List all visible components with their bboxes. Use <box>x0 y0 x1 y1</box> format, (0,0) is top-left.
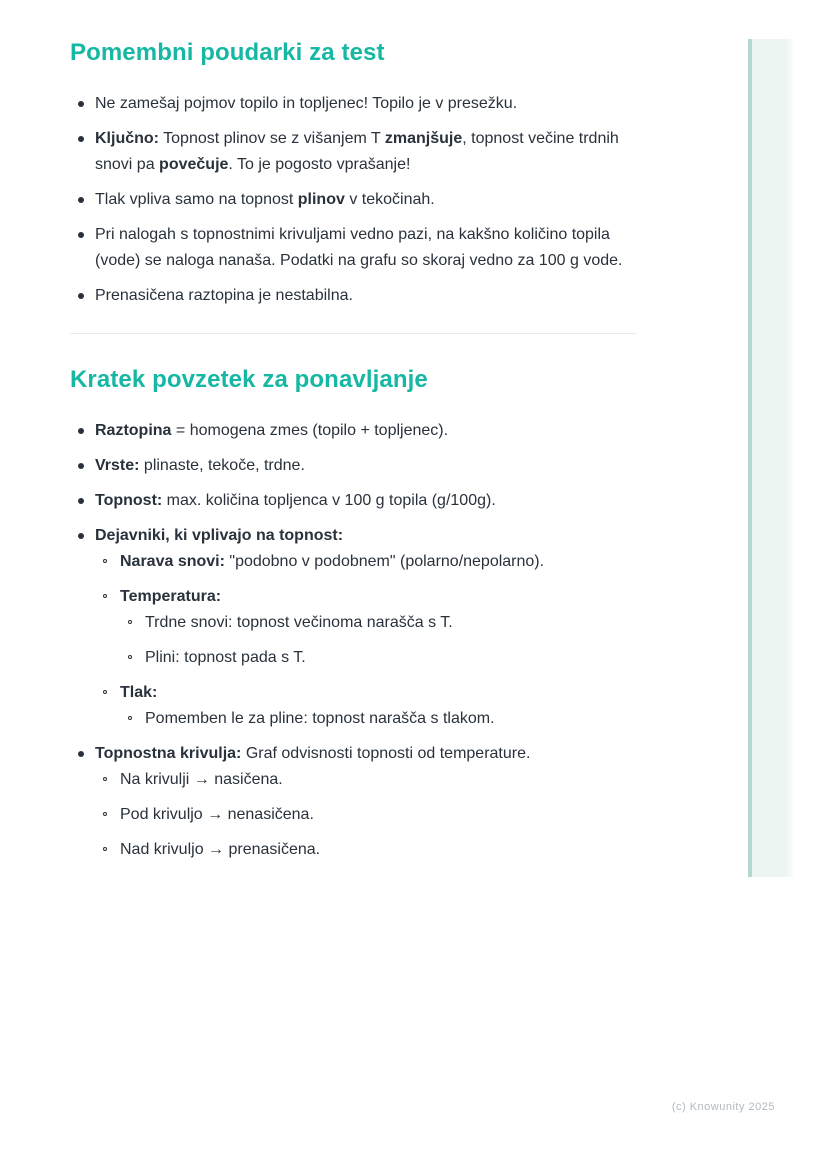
list-item <box>70 418 636 444</box>
bullet-circle-icon <box>103 559 107 563</box>
list-item <box>70 222 636 274</box>
bullet-circle-icon <box>103 777 107 781</box>
bullet-sublist <box>95 549 636 732</box>
list-item-text: Narava snovi: "podobno v podobnem" (polarno/nepolarno). <box>120 553 545 570</box>
list-item-text: Pri nalogah s topnostnimi krivuljami vedno pazi, na kakšno količino topila (vode) se naloga nanaša. Podatki na grafu so skoraj vedno za 100 g vode. <box>95 226 623 269</box>
bullet-list <box>70 91 636 309</box>
section-title: Pomembni poudarki za test <box>70 39 385 66</box>
bullet-circle-icon <box>103 847 107 851</box>
list-item-text: Topnost: max. količina topljenca v 100 g topila (g/100g). <box>95 492 496 509</box>
list-item <box>120 706 636 732</box>
list-item <box>95 680 636 732</box>
section-divider <box>70 333 636 334</box>
list-item <box>95 549 636 575</box>
list-item <box>70 741 636 863</box>
list-item <box>120 610 636 636</box>
list-item-text: Ne zamešaj pojmov topilo in topljenec! Topilo je v presežku. <box>95 95 518 112</box>
list-item-text: Plini: topnost pada s T. <box>145 649 306 666</box>
bullet-disc-icon <box>78 101 84 107</box>
bullet-circle-icon <box>128 655 132 659</box>
bullet-sublist <box>120 706 636 732</box>
bullet-circle-icon <box>128 620 132 624</box>
section-summary <box>70 365 636 863</box>
list-item-text: Prenasičena raztopina je nestabilna. <box>95 287 353 304</box>
footer-copyright: (c) Knowunity 2025 <box>671 1101 775 1113</box>
bullet-disc-icon <box>78 293 84 299</box>
section-test-highlights <box>70 38 636 309</box>
list-item <box>70 283 636 309</box>
list-item-text: Temperatura: <box>120 588 222 605</box>
bullet-list <box>70 418 636 863</box>
bullet-disc-icon <box>78 533 84 539</box>
bullet-disc-icon <box>78 232 84 238</box>
bullet-circle-icon <box>103 594 107 598</box>
list-item-text: Pomemben le za pline: topnost narašča s tlakom. <box>145 710 495 727</box>
list-item <box>70 453 636 479</box>
bullet-disc-icon <box>78 751 84 757</box>
list-item <box>70 91 636 117</box>
list-item-text: Nad krivuljo → prenasičena. <box>120 841 321 858</box>
list-item <box>95 767 636 793</box>
list-item-text: Tlak vpliva samo na topnost plinov v tekočinah. <box>95 191 435 208</box>
list-item-text: Tlak: <box>120 684 158 701</box>
list-item-text: Vrste: plinaste, tekoče, trdne. <box>95 457 305 474</box>
bullet-circle-icon <box>103 812 107 816</box>
list-item <box>70 187 636 213</box>
bullet-sublist <box>120 610 636 671</box>
list-item-text: Topnostna krivulja: Graf odvisnosti topnosti od temperature. <box>95 745 531 762</box>
list-item-text: Na krivulji → nasičena. <box>120 771 283 788</box>
list-item-text: Pod krivuljo → nenasičena. <box>120 806 314 823</box>
list-item <box>95 584 636 671</box>
bullet-disc-icon <box>78 463 84 469</box>
list-item <box>70 126 636 178</box>
bullet-disc-icon <box>78 498 84 504</box>
list-item <box>95 837 636 863</box>
bullet-sublist <box>95 767 636 863</box>
list-item <box>70 523 636 732</box>
bullet-circle-icon <box>128 716 132 720</box>
bullet-disc-icon <box>78 136 84 142</box>
bullet-disc-icon <box>78 197 84 203</box>
list-item <box>120 645 636 671</box>
list-item <box>95 802 636 828</box>
list-item <box>70 488 636 514</box>
list-item-text: Ključno: Topnost plinov se z višanjem T zmanjšuje, topnost večine trdnih snovi pa povečuje. To je pogosto vprašanje! <box>95 130 619 173</box>
bullet-circle-icon <box>103 690 107 694</box>
bullet-disc-icon <box>78 428 84 434</box>
section-title: Kratek povzetek za ponavljanje <box>70 366 428 393</box>
list-item-text: Raztopina = homogena zmes (topilo + topljenec). <box>95 422 449 439</box>
content-area <box>70 38 636 872</box>
accent-bar <box>748 39 795 877</box>
list-item-text: Trdne snovi: topnost večinoma narašča s T. <box>145 614 453 631</box>
list-item-text: Dejavniki, ki vplivajo na topnost: <box>95 527 344 544</box>
